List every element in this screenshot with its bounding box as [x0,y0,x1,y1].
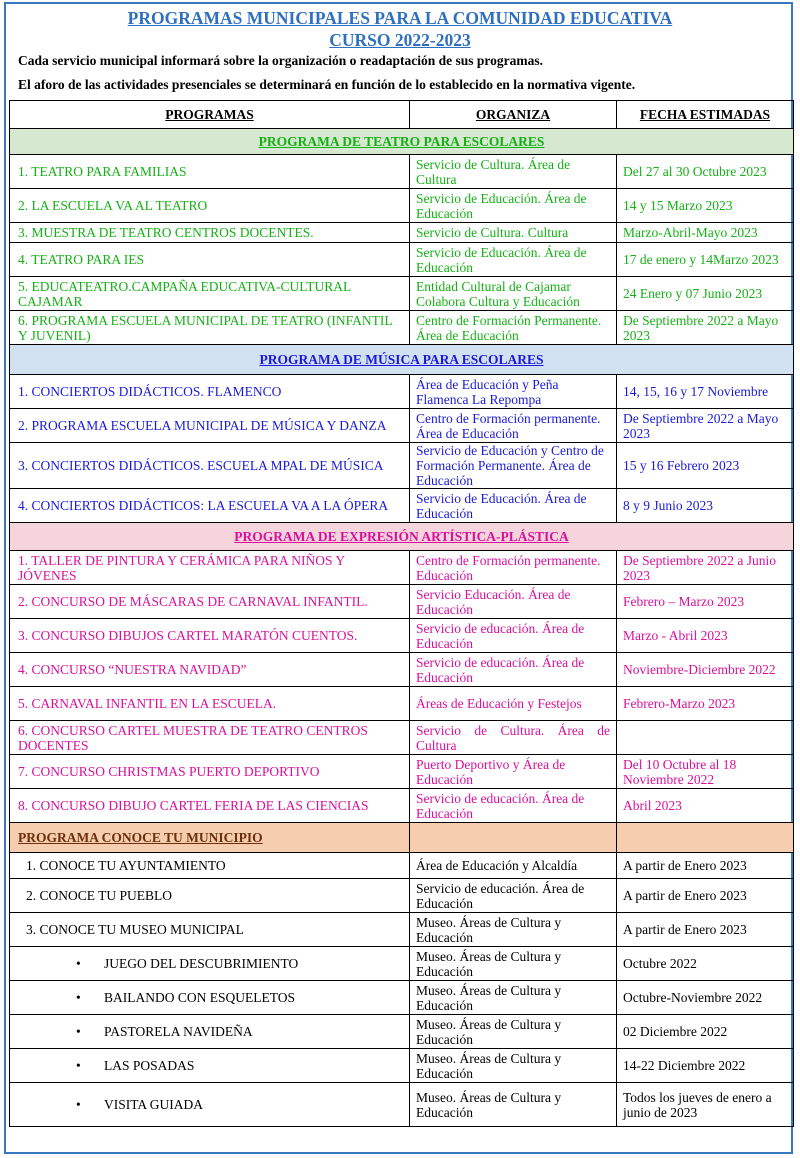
table-row [10,277,794,311]
table-row [10,443,794,489]
table-row [10,243,794,277]
section-empty-cell [617,823,794,853]
cell-organiza: Entidad Cultural de Cajamar Colabora Cultura y Educación [410,277,617,311]
section-row-arte [10,523,794,551]
cell-programa: 5. EDUCATEATRO.CAMPAÑA EDUCATIVA-CULTURAL CAJAMAR [10,277,410,311]
cell-fecha: A partir de Enero 2023 [617,879,794,913]
cell-fecha: Febrero – Marzo 2023 [617,585,794,619]
header-programas: PROGRAMAS [10,101,410,129]
cell-organiza: Servicio de Cultura. Área de Cultura [410,721,617,755]
cell-fecha: 14, 15, 16 y 17 Noviembre [617,375,794,409]
cell-fecha: 14-22 Diciembre 2022 [617,1049,794,1083]
table-row [10,223,794,243]
cell-organiza: Servicio Educación. Área de Educación [410,585,617,619]
section-title: PROGRAMA DE EXPRESIÓN ARTÍSTICA-PLÁSTICA [10,523,794,551]
cell-organiza: Servicio de educación. Área de Educación [410,653,617,687]
section-row-musica [10,345,794,375]
cell-programa: 1. TALLER DE PINTURA Y CERÁMICA PARA NIÑOS Y JÓVENES [10,551,410,585]
cell-fecha: Marzo - Abril 2023 [617,619,794,653]
note-1: Cada servicio municipal informará sobre la organización o readaptación de sus programas. [18,53,543,68]
section-title: PROGRAMA DE TEATRO PARA ESCOLARES [10,129,794,155]
table-row [10,879,794,913]
cell-fecha: 17 de enero y 14Marzo 2023 [617,243,794,277]
table-row [10,489,794,523]
cell-organiza: Servicio de educación. Área de Educación [410,619,617,653]
bullet-icon: • [76,1097,81,1112]
cell-programa: 2. CONOCE TU PUEBLO [10,879,410,913]
table-row [10,653,794,687]
table-row [10,913,794,947]
table-row [10,375,794,409]
cell-text: LAS POSADAS [104,1058,195,1073]
cell-fecha: A partir de Enero 2023 [617,913,794,947]
header-organiza: ORGANIZA [410,101,617,129]
table-row [10,409,794,443]
table-row [10,155,794,189]
cell-organiza: Museo. Áreas de Cultura y Educación [410,947,617,981]
cell-organiza: Servicio de Cultura. Área de Cultura [410,155,617,189]
table-row [10,853,794,879]
table-row [10,311,794,345]
table-header-row [10,101,794,129]
cell-organiza: Museo. Áreas de Cultura y Educación [410,1049,617,1083]
cell-programa: 2. LA ESCUELA VA AL TEATRO [10,189,410,223]
cell-organiza: Servicio de Educación. Área de Educación [410,243,617,277]
cell-organiza: Servicio de educación. Área de Educación [410,789,617,823]
section-row-municipio [10,823,794,853]
table-subrow [10,947,794,981]
cell-programa [10,1049,410,1083]
table-subrow [10,981,794,1015]
header-fecha: FECHA ESTIMADAS [617,101,794,129]
table-row [10,687,794,721]
cell-programa [10,981,410,1015]
cell-programa: 8. CONCURSO DIBUJO CARTEL FERIA DE LAS CIENCIAS [10,789,410,823]
cell-organiza: Centro de Formación Permanente. Área de Educación [410,311,617,345]
cell-programa: 1. CONOCE TU AYUNTAMIENTO [10,853,410,879]
cell-organiza: Servicio de educación. Área de Educación [410,879,617,913]
cell-programa: 4. CONCIERTOS DIDÁCTICOS: LA ESCUELA VA A LA ÓPERA [10,489,410,523]
cell-fecha: Febrero-Marzo 2023 [617,687,794,721]
note-2: El aforo de las actividades presenciales se determinará en función de lo establecido en la normativa vigente. [18,77,636,92]
cell-fecha: 14 y 15 Marzo 2023 [617,189,794,223]
bullet-icon: • [76,1024,81,1039]
table-row [10,721,794,755]
cell-organiza: Áreas de Educación y Festejos [410,687,617,721]
bullet-icon: • [76,956,81,971]
cell-organiza: Área de Educación y Alcaldía [410,853,617,879]
cell-programa: 6. PROGRAMA ESCUELA MUNICIPAL DE TEATRO (INFANTIL Y JUVENIL) [10,311,410,345]
cell-programa: 1. TEATRO PARA FAMILIAS [10,155,410,189]
cell-organiza: Servicio de Cultura. Cultura [410,223,617,243]
cell-fecha: 15 y 16 Febrero 2023 [617,443,794,489]
cell-organiza: Centro de Formación permanente. Educación [410,551,617,585]
cell-fecha: 8 y 9 Junio 2023 [617,489,794,523]
cell-fecha: Octubre-Noviembre 2022 [617,981,794,1015]
cell-fecha: Noviembre-Diciembre 2022 [617,653,794,687]
cell-organiza: Servicio de Educación. Área de Educación [410,489,617,523]
programs-table [9,100,794,1127]
cell-text: BAILANDO CON ESQUELETOS [104,990,295,1005]
section-empty-cell [410,823,617,853]
section-row-teatro [10,129,794,155]
table-row [10,789,794,823]
cell-programa: 3. CONCIERTOS DIDÁCTICOS. ESCUELA MPAL DE MÚSICA [10,443,410,489]
cell-fecha: Abril 2023 [617,789,794,823]
table-row [10,585,794,619]
cell-fecha: De Septiembre 2022 a Mayo 2023 [617,409,794,443]
cell-programa [10,1083,410,1127]
cell-organiza: Puerto Deportivo y Área de Educación [410,755,617,789]
cell-fecha: Octubre 2022 [617,947,794,981]
cell-programa: 4. TEATRO PARA IES [10,243,410,277]
cell-text: PASTORELA NAVIDEÑA [104,1024,253,1039]
section-title: PROGRAMA CONOCE TU MUNICIPIO [10,823,410,853]
cell-fecha: Todos los jueves de enero a junio de 2023 [617,1083,794,1127]
cell-programa: 2. PROGRAMA ESCUELA MUNICIPAL DE MÚSICA Y DANZA [10,409,410,443]
cell-programa: 4. CONCURSO “NUESTRA NAVIDAD” [10,653,410,687]
cell-organiza: Centro de Formación permanente. Área de Educación [410,409,617,443]
page-subtitle: CURSO 2022-2023 [329,30,471,50]
cell-fecha: 24 Enero y 07 Junio 2023 [617,277,794,311]
cell-programa: 3. MUESTRA DE TEATRO CENTROS DOCENTES. [10,223,410,243]
cell-text: JUEGO DEL DESCUBRIMIENTO [104,956,299,971]
bullet-icon: • [76,1058,81,1073]
table-subrow [10,1083,794,1127]
page-title: PROGRAMAS MUNICIPALES PARA LA COMUNIDAD EDUCATIVA [127,8,673,28]
cell-programa: 7. CONCURSO CHRISTMAS PUERTO DEPORTIVO [10,755,410,789]
cell-organiza: Servicio de Educación. Área de Educación [410,189,617,223]
cell-organiza: Museo. Áreas de Cultura y Educación [410,1015,617,1049]
cell-fecha: De Septiembre 2022 a Mayo 2023 [617,311,794,345]
cell-organiza: Área de Educación y Peña Flamenca La Repompa [410,375,617,409]
cell-programa [10,947,410,981]
cell-fecha: De Septiembre 2022 a Junio 2023 [617,551,794,585]
cell-programa [10,1015,410,1049]
cell-programa: 3. CONOCE TU MUSEO MUNICIPAL [10,913,410,947]
cell-fecha: A partir de Enero 2023 [617,853,794,879]
table-row [10,755,794,789]
cell-fecha: Marzo-Abril-Mayo 2023 [617,223,794,243]
cell-text: VISITA GUIADA [104,1097,204,1112]
cell-fecha: 02 Diciembre 2022 [617,1015,794,1049]
table-row [10,189,794,223]
table-row [10,619,794,653]
cell-organiza: Museo. Áreas de Cultura y Educación [410,1083,617,1127]
table-subrow [10,1015,794,1049]
cell-fecha: Del 27 al 30 Octubre 2023 [617,155,794,189]
cell-organiza: Servicio de Educación y Centro de Formación Permanente. Área de Educación [410,443,617,489]
table-subrow [10,1049,794,1083]
cell-programa: 5. CARNAVAL INFANTIL EN LA ESCUELA. [10,687,410,721]
table-row [10,551,794,585]
section-title: PROGRAMA DE MÚSICA PARA ESCOLARES [10,345,794,375]
cell-programa: 2. CONCURSO DE MÁSCARAS DE CARNAVAL INFANTIL. [10,585,410,619]
cell-programa: 3. CONCURSO DIBUJOS CARTEL MARATÓN CUENTOS. [10,619,410,653]
cell-programa: 1. CONCIERTOS DIDÁCTICOS. FLAMENCO [10,375,410,409]
bullet-icon: • [76,990,81,1005]
cell-organiza: Museo. Áreas de Cultura y Educación [410,913,617,947]
cell-programa: 6. CONCURSO CARTEL MUESTRA DE TEATRO CENTROS DOCENTES [10,721,410,755]
cell-fecha: Del 10 Octubre al 18 Noviembre 2022 [617,755,794,789]
cell-fecha [617,721,794,755]
cell-organiza: Museo. Áreas de Cultura y Educación [410,981,617,1015]
